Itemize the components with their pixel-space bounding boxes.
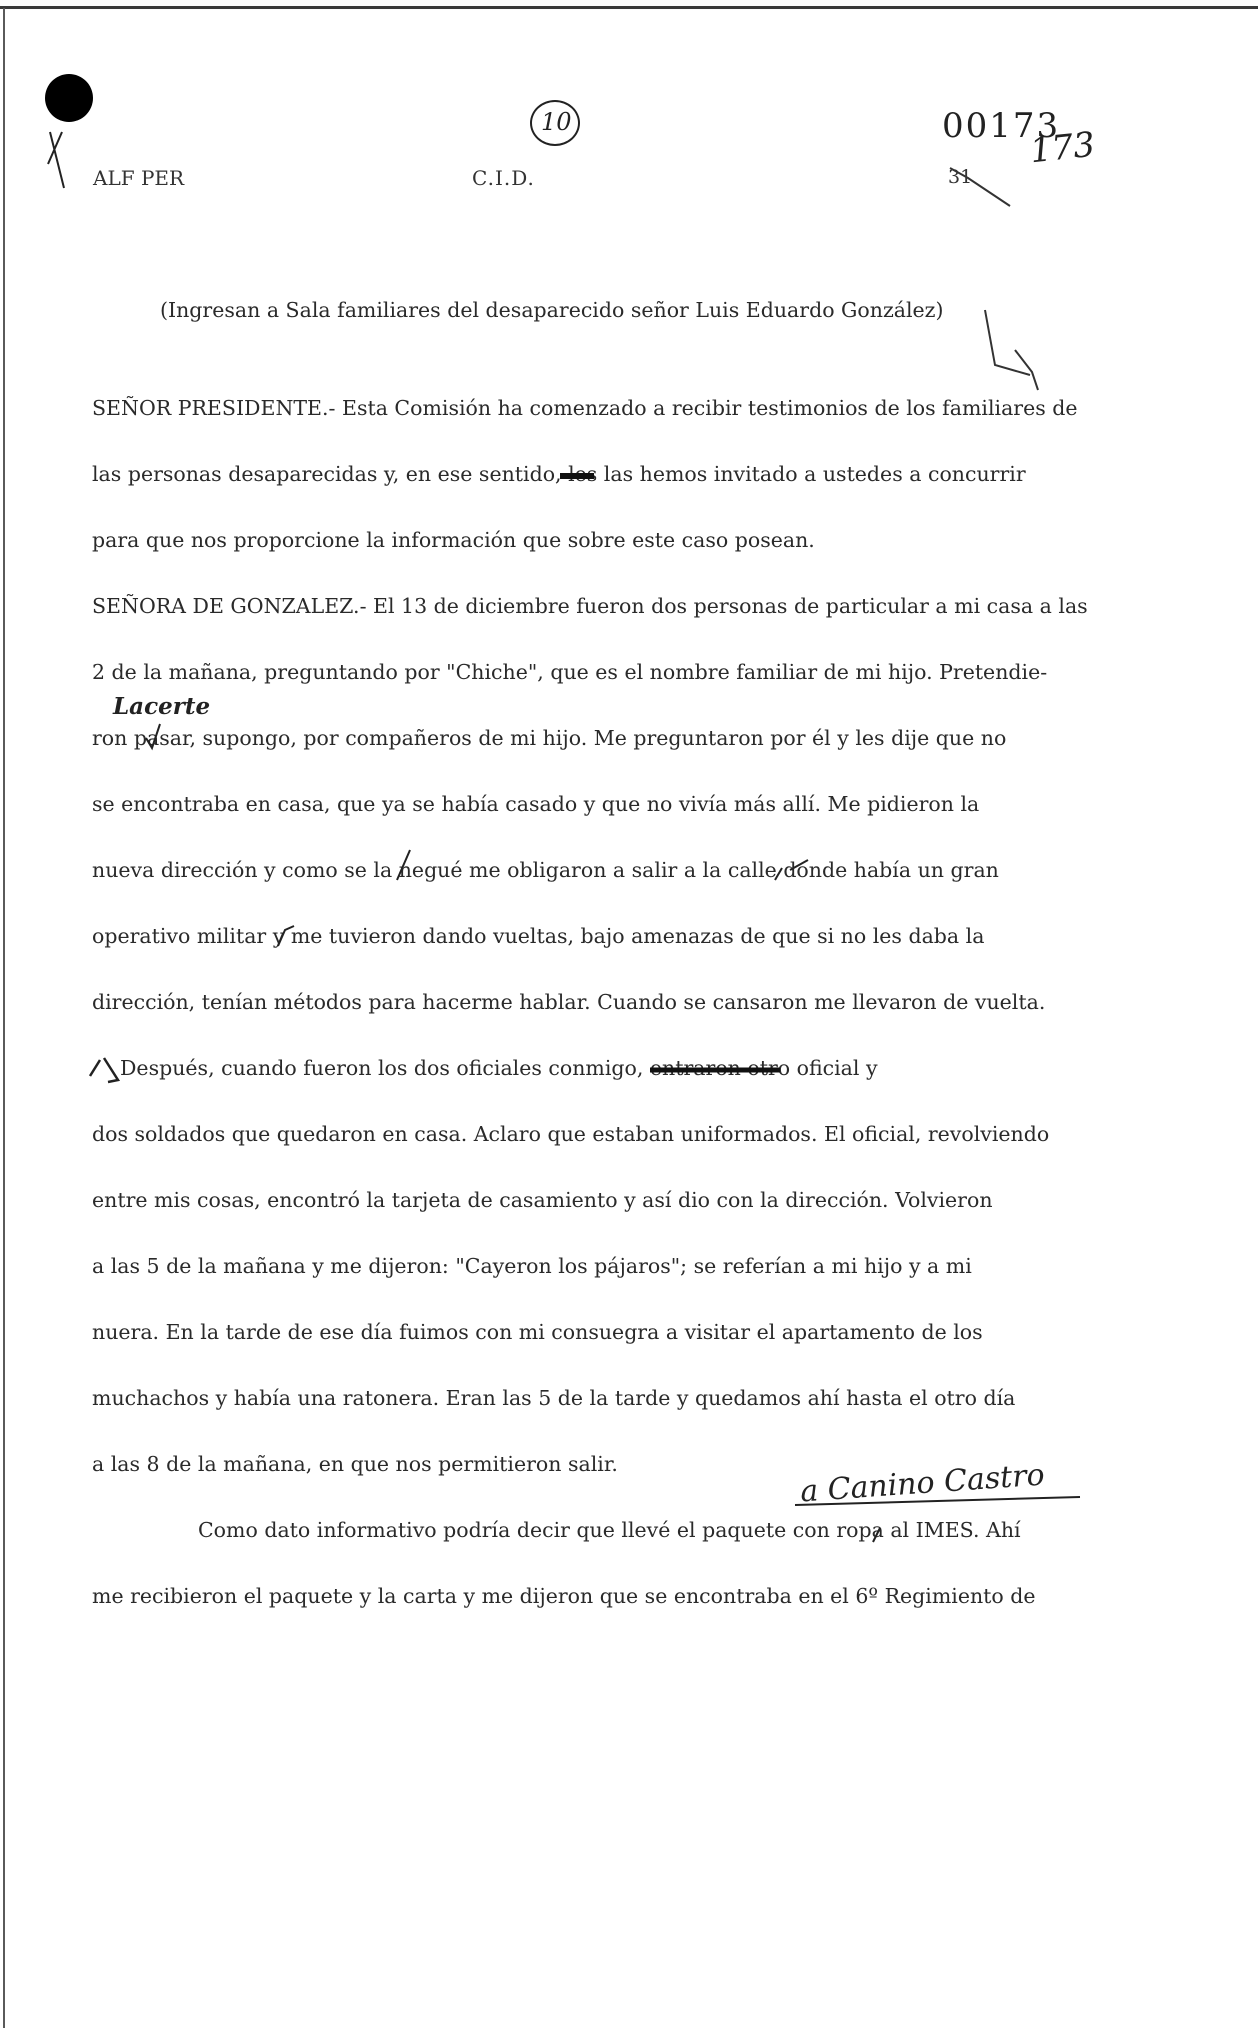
circled-mark-text: 10 bbox=[541, 108, 572, 136]
body-line-4: para que nos proporcione la información que sobre este caso posean. bbox=[92, 528, 815, 552]
header-left-code: ALF PER bbox=[93, 166, 185, 190]
body-line-9: nueva dirección y como se la negué me obligaron a salir a la calle donde había un gran bbox=[92, 858, 999, 882]
body-line-15: a las 5 de la mañana y me dijeron: "Cayeron los pájaros"; se referían a mi hijo y a mi bbox=[92, 1254, 972, 1278]
left-border-line bbox=[3, 8, 5, 2028]
body-line-11: dirección, tenían métodos para hacerme hablar. Cuando se cansaron me llevaron de vuelta. bbox=[92, 990, 1046, 1014]
body-line-1: (Ingresan a Sala familiares del desaparecido señor Luis Eduardo González) bbox=[160, 298, 944, 322]
handwritten-number: 173 bbox=[1028, 124, 1097, 172]
page-number: 31 bbox=[948, 166, 973, 188]
header-center-code: C.I.D. bbox=[472, 166, 535, 190]
body-line-19: Como dato informativo podría decir que llevé el paquete con ropa al IMES. Ahí bbox=[198, 1518, 1021, 1542]
body-line-5: SEÑORA DE GONZALEZ.- El 13 de diciembre fueron dos personas de particular a mi casa a las bbox=[92, 594, 1088, 618]
body-line-20: me recibieron el paquete y la carta y me dijeron que se encontraba en el 6º Regimiento de bbox=[92, 1584, 1036, 1608]
body-line-7: ron pasar, supongo, por compañeros de mi hijo. Me preguntaron por él y les dije que no bbox=[92, 726, 1007, 750]
body-line-18: a las 8 de la mañana, en que nos permitieron salir. bbox=[92, 1452, 618, 1476]
handwritten-signature: a Canino Castro bbox=[799, 1457, 1046, 1510]
interlinear-handwritten-note: Lacerte bbox=[113, 693, 211, 720]
body-line-8: se encontraba en casa, que ya se había casado y que no vivía más allí. Me pidieron la bbox=[92, 792, 980, 816]
margin-arrow bbox=[985, 310, 1038, 390]
stamp-number: 00173 bbox=[942, 106, 1061, 146]
body-line-3: las personas desaparecidas y, en ese sentido, les las hemos invitado a ustedes a concurrir bbox=[92, 462, 1026, 486]
body-line-16: nuera. En la tarde de ese día fuimos con mi consuegra a visitar el apartamento de los bbox=[92, 1320, 983, 1344]
circled-mark bbox=[530, 100, 580, 146]
body-line-6: 2 de la mañana, preguntando por "Chiche", que es el nombre familiar de mi hijo. Pretendie- bbox=[92, 660, 1048, 684]
body-line-14: entre mis cosas, encontró la tarjeta de casamiento y así dio con la dirección. Volvieron bbox=[92, 1188, 993, 1212]
body-line-10: operativo militar y me tuvieron dando vueltas, bajo amenazas de que si no les daba la bbox=[92, 924, 985, 948]
x-mark bbox=[48, 132, 64, 188]
mark-despues bbox=[90, 1058, 118, 1082]
body-line-17: muchachos y había una ratonera. Eran las 5 de la tarde y quedamos ahí hasta el otro día bbox=[92, 1386, 1016, 1410]
punch-hole-dot bbox=[45, 74, 93, 122]
top-border-line bbox=[0, 6, 1258, 9]
body-line-13: dos soldados que quedaron en casa. Aclaro que estaban uniformados. El oficial, revolviendo bbox=[92, 1122, 1050, 1146]
body-line-2: SEÑOR PRESIDENTE.- Esta Comisión ha comenzado a recibir testimonios de los familiares de bbox=[92, 396, 1078, 420]
body-line-12: Después, cuando fueron los dos oficiales conmigo, entraron otro oficial y bbox=[120, 1056, 878, 1080]
